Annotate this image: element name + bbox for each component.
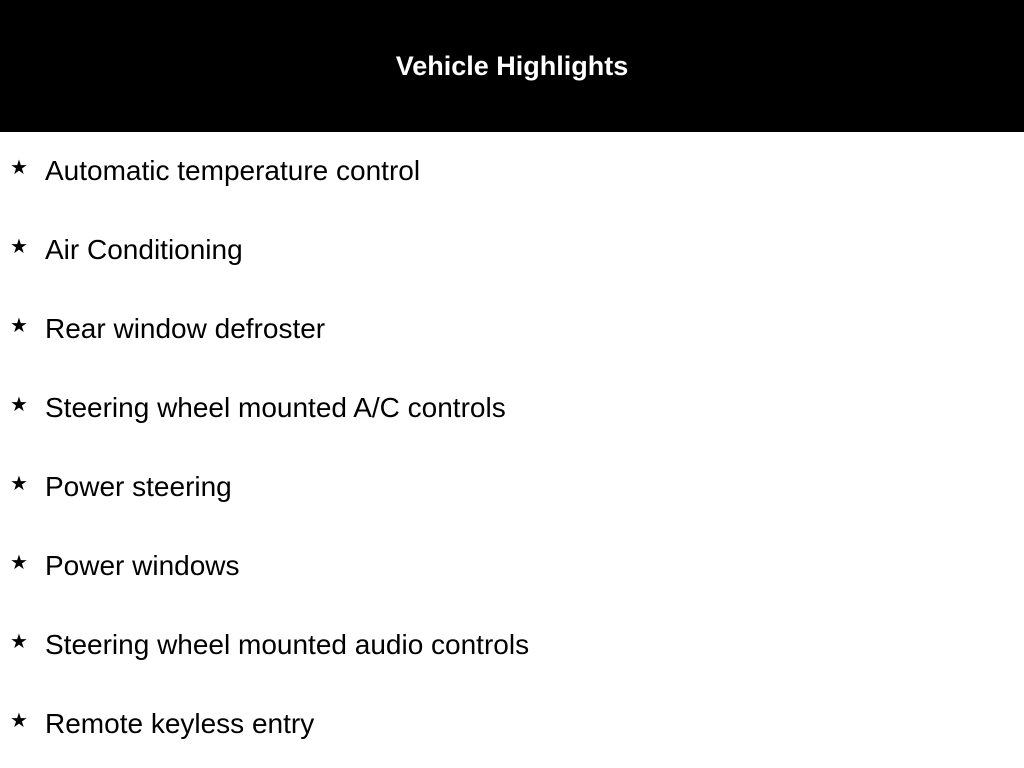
list-item-label: Steering wheel mounted audio controls — [45, 629, 530, 660]
list-item-label: Automatic temperature control — [45, 155, 421, 186]
page-header — [0, 0, 1024, 132]
list-item-label: Steering wheel mounted A/C controls — [45, 392, 506, 423]
star-icon: ★ — [10, 708, 28, 732]
list-item-label: Rear window defroster — [45, 313, 326, 344]
list-item-label: Remote keyless entry — [45, 708, 315, 739]
star-icon: ★ — [10, 234, 28, 258]
list-item-label: Power steering — [45, 471, 232, 502]
star-icon: ★ — [10, 155, 28, 179]
list-item-label: Power windows — [45, 550, 240, 581]
highlights-list — [0, 132, 1024, 768]
page-title: Vehicle Highlights — [395, 50, 629, 81]
star-icon: ★ — [10, 629, 28, 653]
list-item-label: Air Conditioning — [45, 234, 243, 265]
star-icon: ★ — [10, 392, 28, 416]
star-icon: ★ — [10, 471, 28, 495]
star-icon: ★ — [10, 313, 28, 337]
star-icon: ★ — [10, 550, 28, 574]
